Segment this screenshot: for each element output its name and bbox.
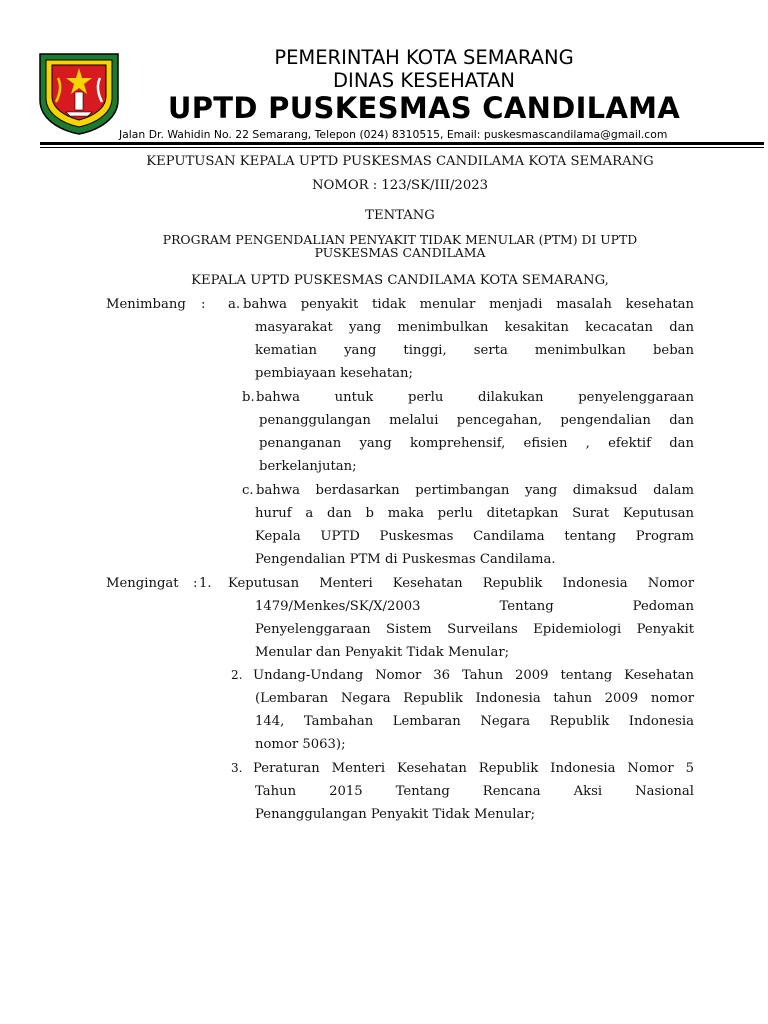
- mengingat-marker: 2.: [231, 668, 243, 682]
- mengingat-marker: 1.: [199, 576, 212, 591]
- mengingat-text: Keputusan Menteri Kesehatan Republik Indonesia Nomor: [228, 576, 694, 591]
- menimbang-separator: :: [201, 297, 206, 312]
- menimbang-text: bahwa penyakit tidak menular menjadi masalah kesehatan: [243, 297, 694, 312]
- menimbang-text: huruf a dan b maka perlu ditetapkan Surat Keputusan: [255, 506, 694, 521]
- mengingat-text: (Lembaran Negara Republik Indonesia tahun 2009 nomor: [255, 691, 694, 706]
- letterhead-government: PEMERINTAH KOTA SEMARANG: [274, 46, 574, 69]
- menimbang-text: Pengendalian PTM di Puskesmas Candilama.: [255, 552, 556, 567]
- decree-subject-line1: PROGRAM PENGENDALIAN PENYAKIT TIDAK MENULAR (PTM) DI UPTD: [162, 232, 638, 247]
- mengingat-text: Penyelenggaraan Sistem Surveilans Epidemiologi Penyakit: [255, 622, 694, 637]
- menimbang-marker: a.: [228, 297, 241, 312]
- mengingat-text: Menular dan Penyakit Tidak Menular;: [255, 645, 510, 660]
- letterhead-address: Jalan Dr. Wahidin No. 22 Semarang, Telepon (024) 8310515, Email: puskesmascandilama@gmail.com: [119, 128, 668, 141]
- menimbang-marker: c.: [242, 483, 254, 498]
- decree-about-label: TENTANG: [365, 208, 435, 223]
- menimbang-text: Kepala UPTD Puskesmas Candilama tentang Program: [255, 529, 694, 544]
- menimbang-text: penanggulangan melalui pencegahan, pengendalian dan: [259, 413, 694, 428]
- decree-number: NOMOR : 123/SK/III/2023: [312, 178, 488, 193]
- mengingat-text: nomor 5063);: [255, 737, 346, 752]
- decree-issuer: KEPALA UPTD PUSKESMAS CANDILAMA KOTA SEMARANG,: [191, 273, 609, 288]
- letterhead-divider-thin: [40, 147, 764, 148]
- mengingat-marker: 3.: [231, 761, 243, 775]
- letterhead-divider: [40, 142, 764, 145]
- mengingat-text: 144, Tambahan Lembaran Negara Republik Indonesia: [255, 714, 694, 729]
- menimbang-text: penanganan yang komprehensif, efisien , efektif dan: [259, 436, 694, 451]
- menimbang-text: bahwa untuk perlu dilakukan penyelenggaraan: [256, 390, 694, 405]
- mengingat-text: Undang-Undang Nomor 36 Tahun 2009 tentang Kesehatan: [253, 668, 694, 683]
- letterhead-agency: DINAS KESEHATAN: [333, 69, 515, 92]
- mengingat-separator: :: [193, 576, 198, 591]
- mengingat-text: 1479/Menkes/SK/X/2003 Tentang Pedoman: [255, 599, 694, 614]
- mengingat-text: Peraturan Menteri Kesehatan Republik Indonesia Nomor 5: [253, 761, 694, 776]
- menimbang-label: Menimbang: [106, 297, 186, 312]
- menimbang-text: masyarakat yang menimbulkan kesakitan kecacatan dan: [255, 320, 694, 335]
- decree-subject-line2: PUSKESMAS CANDILAMA: [314, 245, 486, 260]
- letterhead-institution: UPTD PUSKESMAS CANDILAMA: [167, 91, 681, 125]
- menimbang-text: kematian yang tinggi, serta menimbulkan beban: [255, 343, 694, 358]
- menimbang-text: berkelanjutan;: [259, 459, 357, 474]
- mengingat-text: Penanggulangan Penyakit Tidak Menular;: [255, 807, 536, 822]
- mengingat-text: Tahun 2015 Tentang Rencana Aksi Nasional: [255, 784, 694, 799]
- decree-title: KEPUTUSAN KEPALA UPTD PUSKESMAS CANDILAMA KOTA SEMARANG: [146, 154, 654, 169]
- menimbang-marker: b.: [242, 390, 255, 405]
- menimbang-text: pembiayaan kesehatan;: [255, 366, 413, 381]
- menimbang-text: bahwa berdasarkan pertimbangan yang dimaksud dalam: [256, 483, 694, 498]
- mengingat-label: Mengingat: [106, 576, 179, 591]
